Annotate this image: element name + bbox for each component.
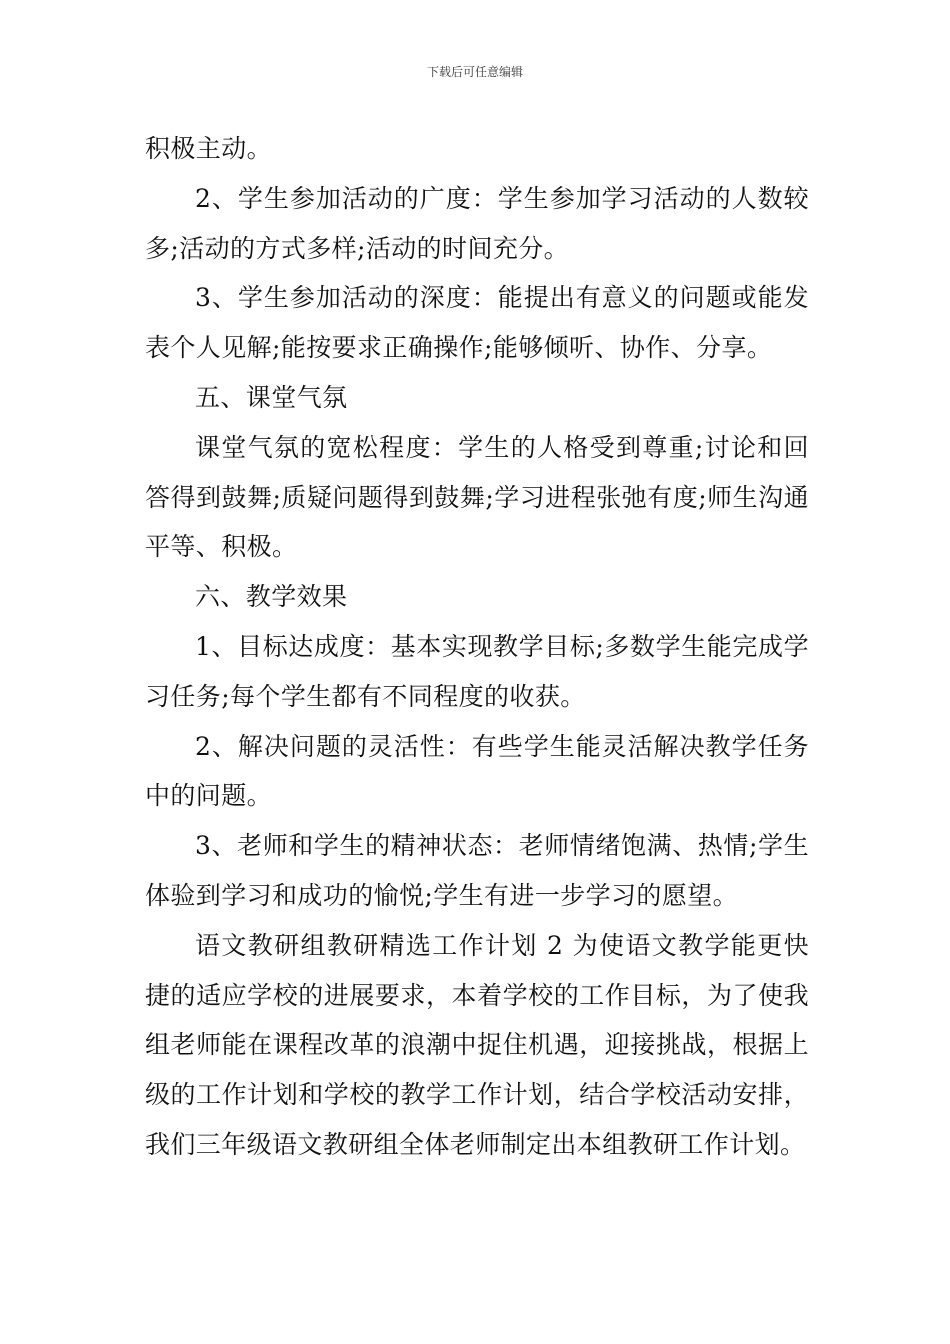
paragraph-classroom-atmosphere: 课堂气氛的宽松程度：学生的人格受到尊重;讨论和回答得到鼓舞;质疑问题得到鼓舞;学习进程张弛有度;师生沟通平等、积极。 — [145, 432, 809, 562]
paragraph-activity-depth: 3、学生参加活动的深度：能提出有意义的问题或能发表个人见解;能按要求正确操作;能够倾听、协作、分享。 — [145, 283, 809, 363]
paragraph-work-plan-intro: 语文教研组教研精选工作计划 2 为使语文教学能更快捷的适应学校的进展要求，本着学校的工作目标，为了使我组老师能在课程改革的浪潮中捉住机遇，迎接挑战，根据上级的工作计划和学校的教学工作计划，结合学校活动安排，我们三年级语文教研组全体老师制定出本组教研工作计划。 — [145, 930, 809, 1159]
section-heading-classroom-atmosphere: 五、课堂气氛 — [195, 382, 348, 412]
paragraph-activity-breadth: 2、学生参加活动的广度：学生参加学习活动的人数较多;活动的方式多样;活动的时间充分。 — [145, 183, 809, 263]
paragraph-problem-solving: 2、解决问题的灵活性：有些学生能灵活解决教学任务中的问题。 — [145, 731, 809, 811]
paragraph-mental-state: 3、老师和学生的精神状态：老师情绪饱满、热情;学生体验到学习和成功的愉悦;学生有进一步学习的愿望。 — [145, 831, 809, 910]
section-heading-teaching-effect: 六、教学效果 — [195, 582, 348, 612]
page-header: 下载后可任意编辑 — [426, 65, 523, 79]
document-body — [145, 124, 809, 1170]
paragraph-continuation: 积极主动。 — [145, 134, 273, 163]
paragraph-goal-achievement: 1、目标达成度：基本实现教学目标;多数学生能完成学习任务;每个学生都有不同程度的收获。 — [145, 631, 809, 711]
